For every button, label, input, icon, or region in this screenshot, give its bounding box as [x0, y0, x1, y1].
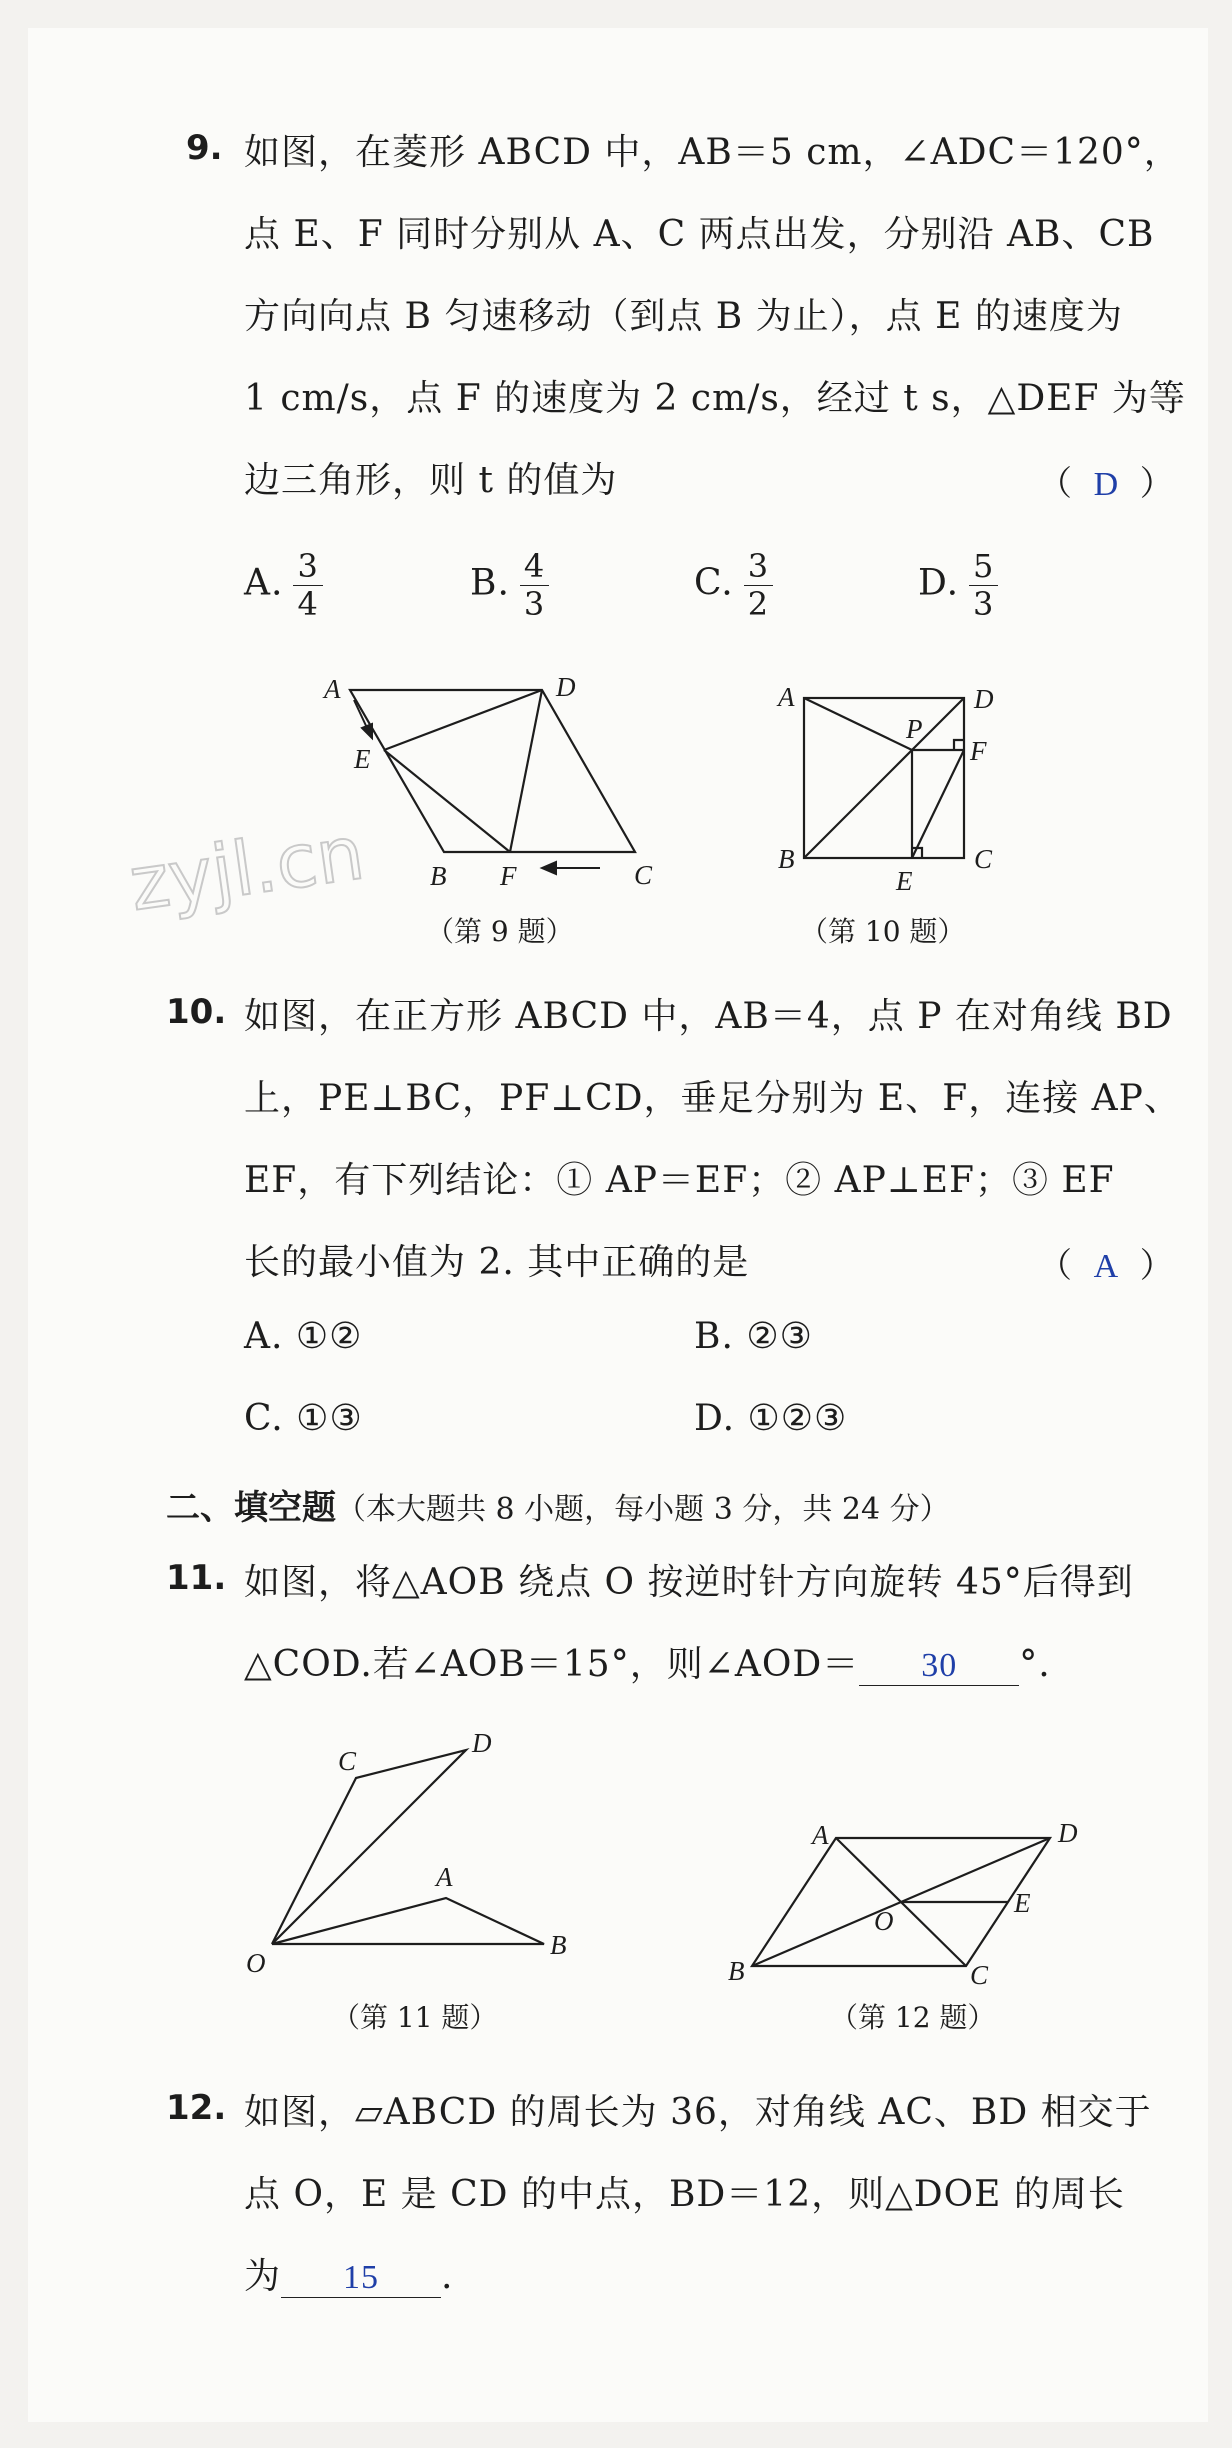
fig10-label-c: C — [974, 844, 993, 874]
fig12-label-c: C — [970, 1960, 989, 1990]
q10-option-a: A. ①② — [244, 1316, 363, 1357]
section-2-title: 二、填空题 — [166, 1488, 336, 1528]
caption-figure-9: （第 9 题） — [426, 915, 574, 948]
fig11-label-c: C — [338, 1746, 357, 1776]
question-12-number: 12. — [166, 2088, 227, 2128]
question-12-line-2: 点 O，E 是 CD 的中点，BD＝12，则△DOE 的周长 — [244, 2174, 1125, 2215]
question-11-line-1: 如图，将△AOB 绕点 O 按逆时针方向旋转 45°后得到 — [244, 1562, 1134, 1603]
question-11-number: 11. — [166, 1558, 227, 1598]
question-9-number: 9. — [186, 128, 223, 168]
q10-option-d: D. ①②③ — [694, 1398, 848, 1439]
question-9-line-1: 如图，在菱形 ABCD 中，AB＝5 cm，∠ADC＝120°， — [244, 132, 1181, 173]
caption-figure-11: （第 11 题） — [332, 2001, 498, 2034]
fig12-label-e: E — [1014, 1888, 1031, 1918]
question-9-line-5: 边三角形，则 t 的值为 — [244, 460, 618, 501]
section-2-note: （本大题共 8 小题，每小题 3 分，共 24 分） — [336, 1492, 950, 1527]
fig11-label-d: D — [472, 1728, 492, 1758]
answer-paren-9: （ D ） — [1038, 464, 1174, 504]
fig9-label-a: A — [324, 674, 341, 704]
fig10-label-a: A — [778, 682, 795, 712]
figures-11-12 — [0, 1700, 1232, 2000]
q9-option-b: B. $\frac{4}{3}$ — [470, 548, 549, 623]
fig10-label-e: E — [896, 866, 913, 896]
q9-option-d: D. $\frac{5}{3}$ — [918, 548, 998, 623]
fig9-label-b: B — [430, 861, 447, 891]
answer-11: 30 — [921, 1647, 958, 1684]
question-12-line-1: 如图，▱ABCD 的周长为 36，对角线 AC、BD 相交于 — [244, 2092, 1152, 2133]
question-11-line-2: △COD.若∠AOB＝15°，则∠AOD＝ 30 °. — [244, 1644, 1051, 1685]
answer-12: 15 — [343, 2259, 380, 2296]
fig10-label-b: B — [778, 844, 795, 874]
fig11-label-b: B — [550, 1930, 567, 1960]
fig9-label-c: C — [634, 860, 653, 890]
answer-10: A — [1093, 1248, 1119, 1285]
section-2-heading — [166, 1480, 950, 1529]
fig11-label-a: A — [436, 1862, 453, 1892]
fig10-label-p: P — [906, 714, 923, 744]
figure-10-square — [804, 698, 964, 858]
figure-11-triangles — [272, 1750, 544, 1944]
q10-option-c: C. ①③ — [244, 1398, 363, 1439]
fig9-label-d: D — [556, 672, 576, 702]
question-10-line-3: EF，有下列结论：① AP＝EF；② AP⊥EF；③ EF — [244, 1160, 1115, 1201]
question-9-line-2: 点 E、F 同时分别从 A、C 两点出发，分别沿 AB、CB — [244, 214, 1155, 255]
q9-option-c: C. $\frac{3}{2}$ — [694, 548, 773, 623]
fig12-label-o: O — [874, 1906, 894, 1936]
q9-option-a: A. $\frac{3}{4}$ — [244, 548, 323, 623]
fig12-label-d: D — [1058, 1818, 1078, 1848]
question-10-line-4: 长的最小值为 2. 其中正确的是 — [244, 1242, 750, 1283]
fig10-label-f: F — [970, 736, 987, 766]
question-10-line-1: 如图，在正方形 ABCD 中，AB＝4，点 P 在对角线 BD — [244, 996, 1173, 1037]
caption-figure-10: （第 10 题） — [800, 915, 966, 948]
answer-9: D — [1093, 466, 1119, 503]
question-12-line-3: 为 15 . — [244, 2256, 454, 2297]
question-9-line-4: 1 cm/s，点 F 的速度为 2 cm/s，经过 t s，△DEF 为等 — [244, 378, 1186, 419]
watermark: zyjl.cn — [124, 809, 370, 928]
fig12-label-a: A — [812, 1820, 829, 1850]
fig11-label-o: O — [246, 1948, 266, 1978]
figure-12-parallelogram — [752, 1838, 1050, 1966]
fig9-label-e: E — [354, 744, 371, 774]
question-9-line-3: 方向向点 B 匀速移动（到点 B 为止），点 E 的速度为 — [244, 296, 1123, 337]
figures-9-10 — [0, 0, 1232, 980]
answer-blank-12 — [281, 2256, 441, 2298]
q10-option-b: B. ②③ — [694, 1316, 813, 1357]
answer-paren-10: （ A ） — [1038, 1246, 1174, 1286]
question-10-line-2: 上，PE⊥BC，PF⊥CD，垂足分别为 E、F，连接 AP、 — [244, 1078, 1181, 1119]
caption-figure-12: （第 12 题） — [830, 2001, 996, 2034]
question-10-number: 10. — [166, 992, 227, 1032]
figure-9-rhombus — [350, 690, 635, 852]
fig12-label-b: B — [728, 1956, 745, 1986]
answer-blank-11 — [859, 1644, 1019, 1686]
fig10-label-d: D — [974, 684, 994, 714]
fig9-label-f: F — [500, 861, 517, 891]
